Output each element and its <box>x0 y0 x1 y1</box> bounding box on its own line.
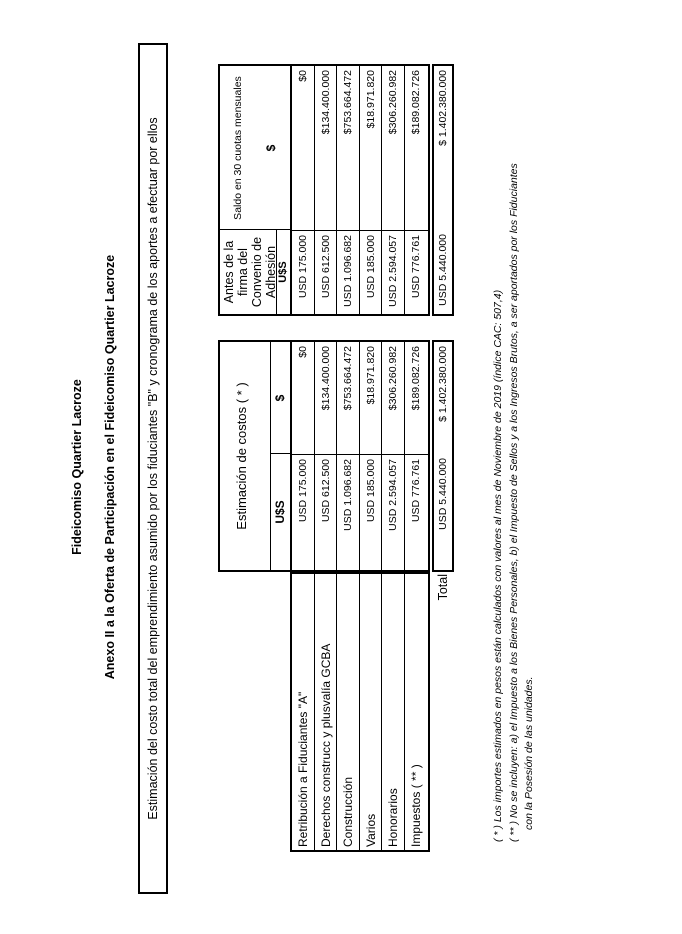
antes-total: USD 5.440.000 <box>437 234 449 306</box>
row-label: Impuestos ( ** ) <box>408 764 423 847</box>
footnote-2: ( ** ) No se incluyen: a) el Impuesto a los Bienes Personales, b) el Impuesto de Sellos y a los Ingresos Brutos, a ser aportados por los Fiduciantes <box>508 163 520 842</box>
estimacion-usd-column <box>292 454 428 570</box>
estimacion-ars-cell: $189.082.726 <box>409 346 422 411</box>
row-label: Varios <box>360 574 383 850</box>
estimacion-header <box>218 340 292 572</box>
saldo-ars-cell: $18.971.820 <box>360 66 383 230</box>
row-label: Retribución a Fiduciantes "A" <box>292 574 315 850</box>
cronograma-table <box>290 64 430 316</box>
estimacion-usd-cell: USD 185.000 <box>360 455 383 570</box>
saldo-ars-column <box>292 66 428 230</box>
saldo-ars-header: $ <box>264 144 278 152</box>
antes-usd-cell: USD 1.096.682 <box>337 231 360 314</box>
estimacion-ars-cell: $306.260.982 <box>382 342 405 454</box>
document-subtitle: Anexo II a la Oferta de Participación en el Fideicomiso Quartier Lacroze <box>103 254 117 680</box>
estimacion-total-row <box>432 340 454 572</box>
saldo-ars-cell: $134.400.000 <box>315 66 338 230</box>
row-label: Derechos construcc y plusvalía GCBA <box>315 574 338 850</box>
row-label: Honorarios <box>382 574 405 850</box>
estimacion-table <box>290 340 430 572</box>
document-title: Fideicomiso Quartier Lacroze <box>70 379 84 555</box>
row-labels-table <box>290 572 430 852</box>
saldo-ars-cell: $189.082.726 <box>409 70 422 135</box>
estimacion-usd-cell: USD 612.500 <box>315 455 338 570</box>
antes-usd-column <box>292 230 428 314</box>
antes-usd-cell: USD 776.761 <box>409 235 422 299</box>
estimacion-usd-header: U$S <box>273 500 287 524</box>
saldo-ars-cell: $0 <box>292 66 315 230</box>
total-label: Total <box>436 574 450 601</box>
footnote-2-continued: con la Posesión de las unidades. <box>523 676 535 830</box>
row-label: Construcción <box>337 574 360 850</box>
estimacion-ars-cell: $18.971.820 <box>360 342 383 454</box>
estimacion-usd-cell: USD 1.096.682 <box>337 455 360 570</box>
estimacion-ars-cell: $753.664.472 <box>337 342 360 454</box>
estimacion-subheader-divider <box>270 342 271 570</box>
antes-usd-cell: USD 175.000 <box>292 231 315 314</box>
estimacion-ars-column <box>292 342 428 454</box>
estimacion-ars-header: $ <box>273 394 287 402</box>
antes-usd-cell: USD 2.594.057 <box>382 231 405 314</box>
antes-heading: Antes de la firma del Convenio de Adhesión <box>222 236 278 308</box>
saldo-ars-cell: $306.260.982 <box>382 66 405 230</box>
antes-usd-cell: USD 612.500 <box>315 231 338 314</box>
footnote-1: ( * ) Los importes estimados en pesos están calculados con valores al mes de Noviembre de 2019 (índice CAC: 507,4) <box>492 289 504 842</box>
saldo-ars-cell: $753.664.472 <box>337 66 360 230</box>
cronograma-header <box>218 64 292 316</box>
saldo-total: $ 1.402.380.000 <box>437 70 449 146</box>
estimacion-total-usd: USD 5.440.000 <box>437 458 449 530</box>
cronograma-total-row <box>432 64 454 316</box>
antes-usd-header: U$S <box>277 261 289 283</box>
banner-heading: Estimación del costo total del emprendimiento asumido por los fiduciantes "B" y cronograma de los aportes a efectuar por ellos <box>138 43 168 894</box>
estimacion-ars-cell: $134.400.000 <box>315 342 338 454</box>
estimacion-ars-cell: $0 <box>292 342 315 454</box>
estimacion-usd-cell: USD 175.000 <box>292 455 315 570</box>
estimacion-heading: Estimación de costos ( * ) <box>234 382 249 530</box>
saldo-heading: Saldo en 30 cuotas mensuales <box>232 76 244 220</box>
estimacion-usd-cell: USD 776.761 <box>409 459 422 523</box>
antes-usd-cell: USD 185.000 <box>360 231 383 314</box>
estimacion-total-ars: $ 1.402.380.000 <box>437 346 449 422</box>
estimacion-usd-cell: USD 2.594.057 <box>382 455 405 570</box>
